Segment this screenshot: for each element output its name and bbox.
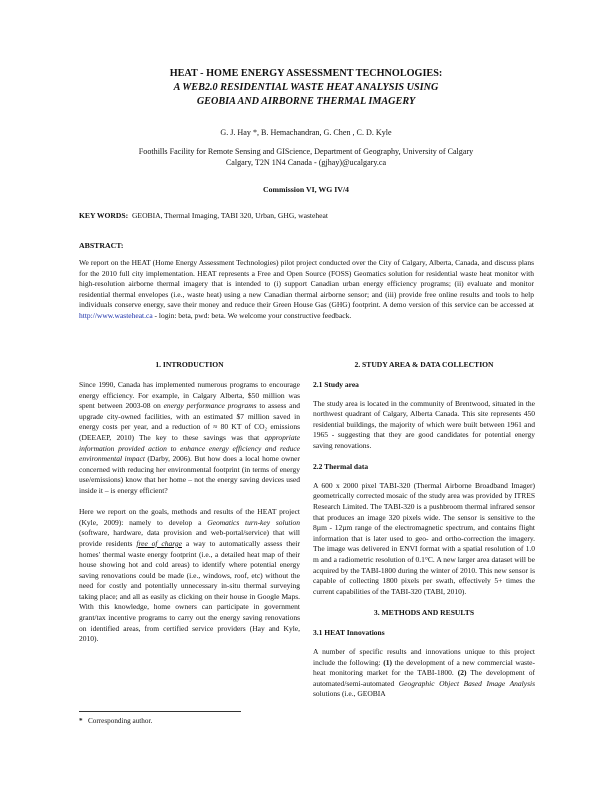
innov-b1: (1) bbox=[383, 657, 392, 667]
abstract-text-a: We report on the HEAT (Home Energy Assessment Technologies) pilot project conducted over the City of Calgary, Alberta, Canada, and discuss plans for the 2010 full city implementation. HEAT represents a Free and Open Source (FOSS) Geomatics solution for residential waste heat monitor with high-resolution airborne thermal imagery that is intended to (i) support Canadian urban energy efficiency programs; (ii) evaluate and monitor residential thermal envelopes (i.e., waste heat) using a new Canadian thermal airborne sensor; and (iii) provide free online results and tools to help individuals conserve energy, save their money and reduce their Green House Gas (GHG) footprint. A demo version of this service can be accessed at bbox=[79, 258, 534, 310]
affiliation-line-1: Foothills Facility for Remote Sensing and GIScience, Department of Geography, University of Calgary bbox=[138, 147, 474, 156]
affiliation bbox=[60, 146, 552, 168]
intro-paragraph-2 bbox=[79, 507, 300, 645]
innov-a: A number of specific results and innovations unique to this project include the following: bbox=[313, 647, 535, 667]
intro-p2-b: (software, hardware, data provision and web-portal/service) that will provide residents bbox=[79, 528, 300, 548]
authors: G. J. Hay *, B. Hemachandran, G. Chen , C. D. Kyle bbox=[220, 128, 392, 137]
keywords-label: KEY WORDS: bbox=[79, 211, 129, 220]
section-2-heading: 2. STUDY AREA & DATA COLLECTION bbox=[354, 360, 494, 369]
paper-title-line-3: GEOBIA AND AIRBORNE THERMAL IMAGERY bbox=[196, 96, 416, 107]
intro-p2-a: Here we report on the goals, methods and results of the HEAT project (Kyle, 2009): namely to develop a bbox=[79, 507, 300, 527]
intro-p1-em2: appropriate information provided action to enhance energy efficiency and reduce environmental impact bbox=[79, 432, 300, 464]
keywords-text: GEOBIA, Thermal Imaging, TABI 320, Urban, GHG, wasteheat bbox=[131, 211, 329, 220]
demo-link[interactable]: http://www.wasteheat.ca bbox=[79, 310, 153, 320]
intro-paragraph-1 bbox=[79, 380, 300, 497]
paper-title-line-1: HEAT - HOME ENERGY ASSESSMENT TECHNOLOGIES: bbox=[169, 68, 443, 79]
innov-d: solutions (i.e., GEOBIA bbox=[313, 689, 386, 699]
section-1-heading: 1. INTRODUCTION bbox=[155, 360, 224, 369]
section-3-heading: 3. METHODS AND RESULTS bbox=[373, 607, 475, 617]
innov-b2: (2) bbox=[457, 668, 467, 678]
abstract-heading: ABSTRACT: bbox=[79, 241, 124, 250]
intro-p2-em1: Geomatics turn-key solution bbox=[207, 517, 300, 527]
intro-p1-c: (Darby, 2006). But how does a local home owner concerned with reducing her environmental footprint (in terms of energy use/emissions) know that her home – not the energy saving devices used inside it – is energy efficient? bbox=[79, 454, 300, 495]
subsection-3-1-heading: 3.1 HEAT Innovations bbox=[313, 628, 385, 638]
thermal-data-paragraph: A 600 x 2000 pixel TABI-320 (Thermal Airborne Broadband Imager) geometrically corrected mosaic of the study area was provided by ITRES Research Limited. The TABI-320 is a pushbroom thermal infrared sensor that produces an image 320 pixels wide. The sensor is sensitive to the 8µm - 12µm range of the electromagnetic spectrum, and contains flight information that is later used to geo- and ortho-correction the imagery. The image was delivered in ENVI format with a spatial resolution of 1.0 m and a radiometric resolution of 0.1°C. A new larger area dataset will be acquired by the TABI-1800 during the winter of 2010. This new sensor is capable of collecting 1800 pixels per swath, effectively 5+ times the current capabilities of the TABI-320 (TABI, 2010). bbox=[313, 480, 535, 596]
paper-title-line-2: A WEB2.0 RESIDENTIAL WASTE HEAT ANALYSIS USING bbox=[173, 82, 439, 93]
intro-p2-c: a way to automatically assess their homes' thermal waste energy footprint (i.e., a detailed heat map of their house showing hot and cold areas) to identify where potential energy saving renovations could be made (i.e., windows, roof, etc) without the need for costly and potentially unnecessary in-situ thermal surveying taking place; and all as easily as clicking on their house in Google Maps. With this knowledge, home owners can participate in government grant/tax incentive programs to carry out the energy saving renovations on identified areas, from certified service providers (Hay and Kyle, 2010). bbox=[79, 538, 300, 644]
study-area-paragraph: The study area is located in the community of Brentwood, situated in the northwest quadrant of Calgary, Alberta Canada. This site represents 450 residential buildings, the majority of which were built between 1961 and 1965 - suggesting that they are good candidates for potential energy saving renovations. bbox=[313, 398, 535, 450]
subsection-2-1-heading: 2.1 Study area bbox=[313, 380, 359, 389]
right-column bbox=[313, 380, 535, 711]
footnote bbox=[79, 716, 152, 726]
intro-p1-em1: energy performance programs bbox=[163, 401, 257, 411]
footnote-text: Corresponding author. bbox=[87, 717, 153, 725]
intro-p2-underline: free of charge bbox=[136, 538, 182, 548]
intro-p1-b: to assess and upgrade city-owned facilities, with an estimated $7 million saved in energy costs per year, and a reduction of ≈ 80 KT of CO₂ emissions (DEEAEP, 2010) The key to these savings was that bbox=[79, 401, 300, 442]
abstract-text-b: - login: beta, pwd: beta. We welcome your constructive feedback. bbox=[152, 310, 352, 320]
commission: Commission VI, WG IV/4 bbox=[263, 185, 349, 194]
abstract-text bbox=[79, 258, 534, 322]
left-column bbox=[79, 380, 300, 655]
footnote-rule bbox=[79, 711, 241, 712]
innov-c: The development of automated/semi-automated bbox=[313, 668, 535, 688]
intro-p1-a: Since 1990, Canada has implemented numerous programs to encourage energy efficiency. For example, in Calgary Alberta, $50 million was spent between 2003-08 on bbox=[79, 380, 300, 411]
keywords bbox=[79, 210, 539, 221]
innov-b: the development of a new commercial waste-heat monitoring market for the TABI-1800. bbox=[313, 657, 535, 678]
innovations-paragraph bbox=[313, 647, 535, 700]
innov-em1: Geographic Object Based Image Analysis bbox=[398, 678, 535, 688]
footnote-mark: * bbox=[79, 717, 83, 725]
subsection-2-2-heading: 2.2 Thermal data bbox=[313, 462, 369, 472]
affiliation-line-2: Calgary, T2N 1N4 Canada - (gjhay)@ucalgary.ca bbox=[225, 158, 387, 167]
